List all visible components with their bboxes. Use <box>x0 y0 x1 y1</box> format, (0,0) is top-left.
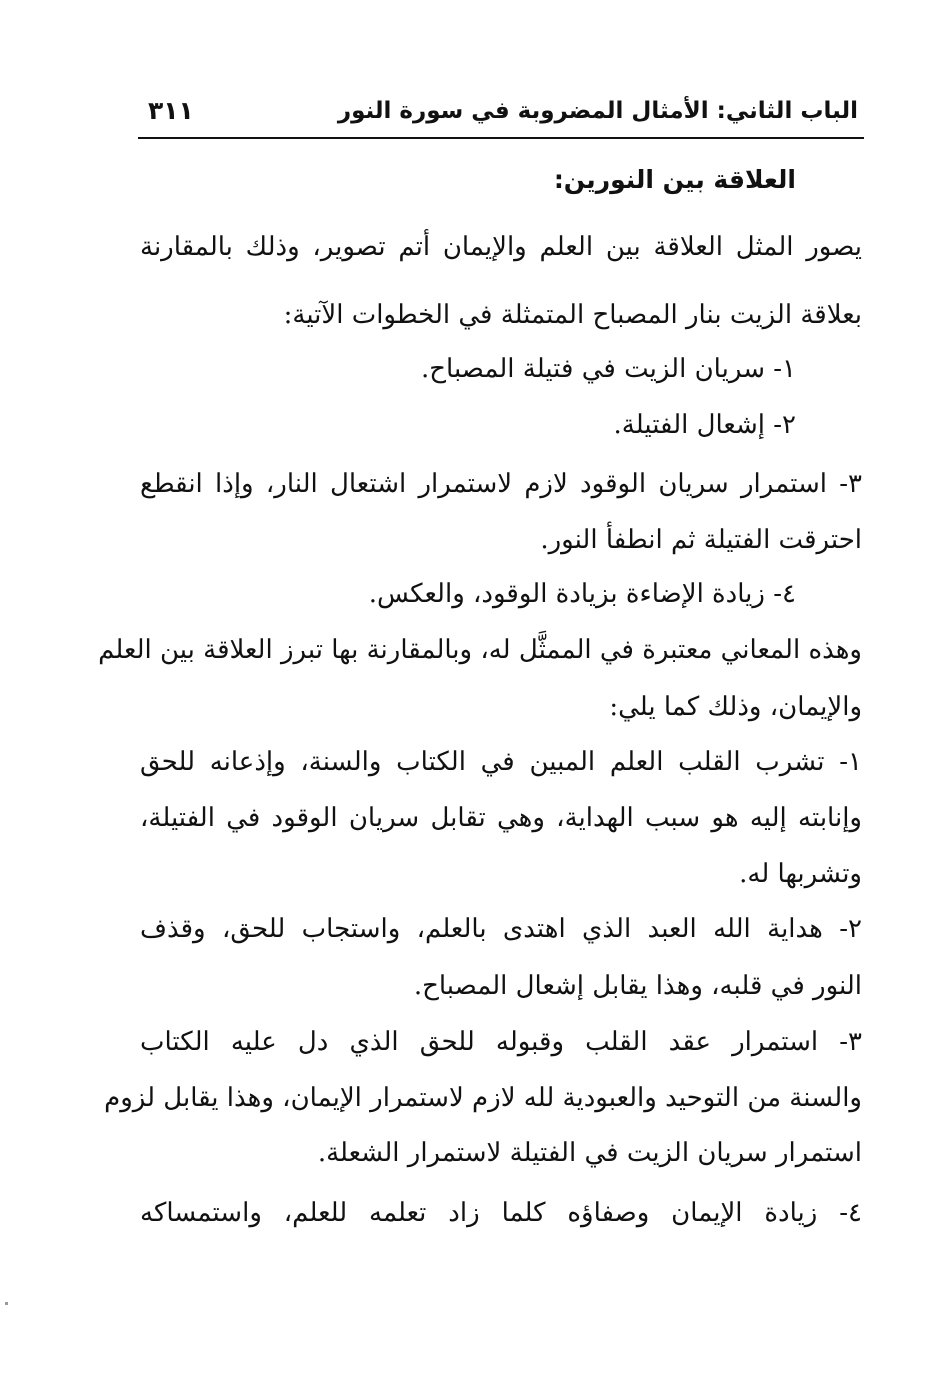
header-rule <box>138 137 864 139</box>
list-item: ٢- إشعال الفتيلة. <box>613 410 796 440</box>
section-heading: العلاقة بين النورين: <box>553 165 796 194</box>
paragraph-line: وهذه المعاني معتبرة في الممثَّل له، وبالمقارنة بها تبرز العلاقة بين العلم <box>98 635 862 665</box>
list-item-continuation: النور في قلبه، وهذا يقابل إشعال المصباح. <box>413 971 862 1001</box>
paragraph-line: يصور المثل العلاقة بين العلم والإيمان أتم تصوير، وذلك بالمقارنة <box>140 232 862 262</box>
list-item: ١- سريان الزيت في فتيلة المصباح. <box>420 354 796 384</box>
list-item: ٤- زيادة الإضاءة بزيادة الوقود، والعكس. <box>368 579 796 609</box>
list-item-continuation: والسنة من التوحيد والعبودية لله لازم لاستمرار الإيمان، وهذا يقابل لزوم <box>104 1083 862 1113</box>
list-item-continuation: استمرار سريان الزيت في الفتيلة لاستمرار الشعلة. <box>317 1138 862 1168</box>
paragraph-line: بعلاقة الزيت بنار المصباح المتمثلة في الخطوات الآتية: <box>283 300 862 330</box>
list-item-continuation: وتشربها له. <box>739 859 862 889</box>
list-item: ١- تشرب القلب العلم المبين في الكتاب والسنة، وإذعانه للحق <box>140 747 862 777</box>
list-item: ٤- زيادة الإيمان وصفاؤه كلما زاد تعلمه للعلم، واستمساكه <box>140 1198 862 1228</box>
page-number: ٣١١ <box>148 96 194 125</box>
list-item-continuation: احترقت الفتيلة ثم انطفأ النور. <box>540 525 862 555</box>
list-item-continuation: وإنابته إليه هو سبب الهداية، وهي تقابل سريان الوقود في الفتيلة، <box>140 803 862 833</box>
list-item: ٢- هداية الله العبد الذي اهتدى بالعلم، واستجاب للحق، وقذف <box>140 914 862 944</box>
list-item: ٣- استمرار عقد القلب وقبوله للحق الذي دل عليه الكتاب <box>140 1027 862 1057</box>
running-header <box>138 96 864 136</box>
list-item: ٣- استمرار سريان الوقود لازم لاستمرار اشتعال النار، وإذا انقطع <box>140 469 862 499</box>
chapter-title: الباب الثاني: الأمثال المضروبة في سورة النور <box>337 98 858 124</box>
scan-speck <box>5 1302 8 1305</box>
paragraph-line: والإيمان، وذلك كما يلي: <box>609 692 862 722</box>
